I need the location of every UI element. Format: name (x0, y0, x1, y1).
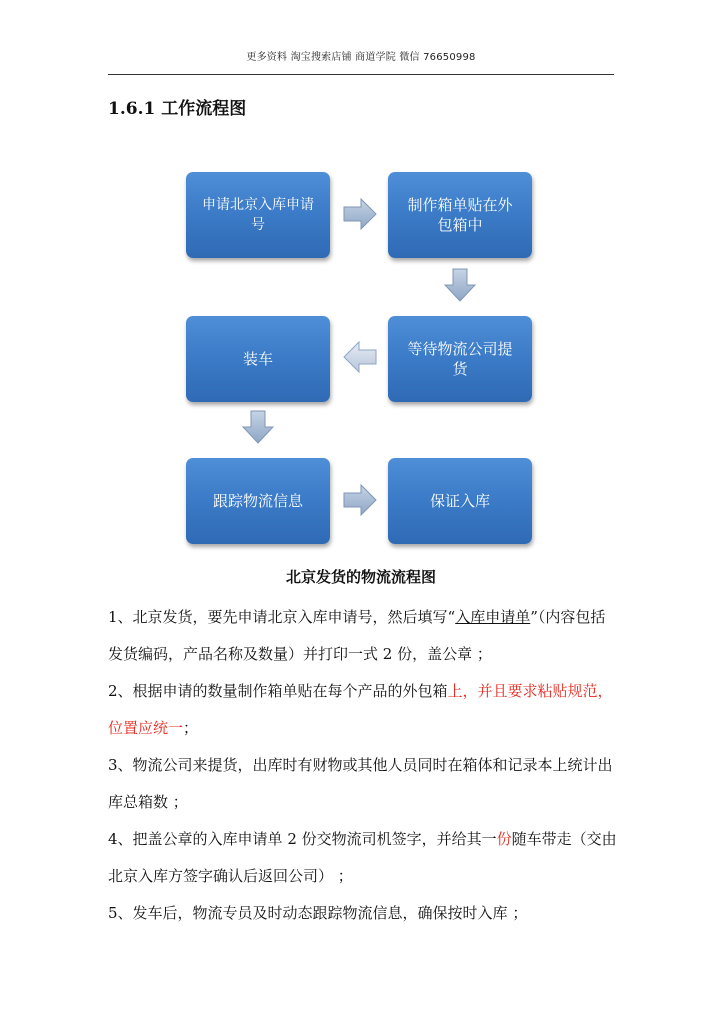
flow-box-wait-pickup: 等待物流公司提货 (388, 316, 532, 402)
step-1-text-rest: （内容包括发货编码，产品名称及数量）并打印一式 2 份，盖公章 ； (108, 608, 606, 663)
step-5-text: 5、发车后，物流专员及时动态跟踪物流信息，确保按时入库 ； (108, 904, 528, 922)
arrow-right-icon (343, 484, 377, 516)
step-1-quote-open: “ (447, 608, 456, 626)
flow-box-tracking: 跟踪物流信息 (186, 458, 330, 544)
step-2-highlight: 上，并且要求粘贴规范，位置应统一 (108, 682, 613, 737)
step-1-form-link: 入库申请单 (455, 608, 531, 626)
flow-box-apply: 申请北京入库申请号 (186, 172, 330, 258)
step-1-quote-close: ” (530, 608, 538, 626)
flowchart-caption: 北京发货的物流流程图 (285, 568, 436, 586)
arrow-down-icon (444, 268, 476, 302)
arrow-right-icon (343, 198, 377, 230)
section-title: 1.6.1 工作流程图 (108, 99, 247, 119)
page-header: 更多资料 淘宝搜索店铺 商道学院 微信 76650998 (246, 52, 476, 63)
step-4-end: 随车带走（交由北京入库方签字确认后返回公司） ； (108, 830, 617, 885)
step-2-end: ； (183, 719, 199, 737)
step-4-highlight: 份 (496, 830, 512, 848)
flow-box-packing-list: 制作箱单贴在外包箱中 (388, 172, 532, 258)
header-rule (108, 74, 614, 75)
step-2-text: 2、根据申请的数量制作箱单贴在每个产品的外包箱 (108, 682, 448, 700)
step-1 (108, 599, 618, 673)
step-4-text: 4、把盖公章的入库申请单 2 份交物流司机签字，并给其一 (108, 830, 497, 848)
arrow-left-icon (343, 341, 377, 373)
flow-box-loading: 装车 (186, 316, 330, 402)
step-2 (108, 673, 618, 747)
step-3 (108, 747, 618, 821)
step-4 (108, 821, 618, 895)
step-3-text: 3、物流公司来提货，出库时有财物或其他人员同时在箱体和记录本上统计出库总箱数 ； (108, 756, 613, 811)
step-5 (108, 895, 618, 932)
flow-box-warehouse-in: 保证入库 (388, 458, 532, 544)
step-1-text: 1、北京发货，要先申请北京入库申请号，然后填写 (108, 608, 448, 626)
arrow-down-icon (242, 410, 274, 444)
